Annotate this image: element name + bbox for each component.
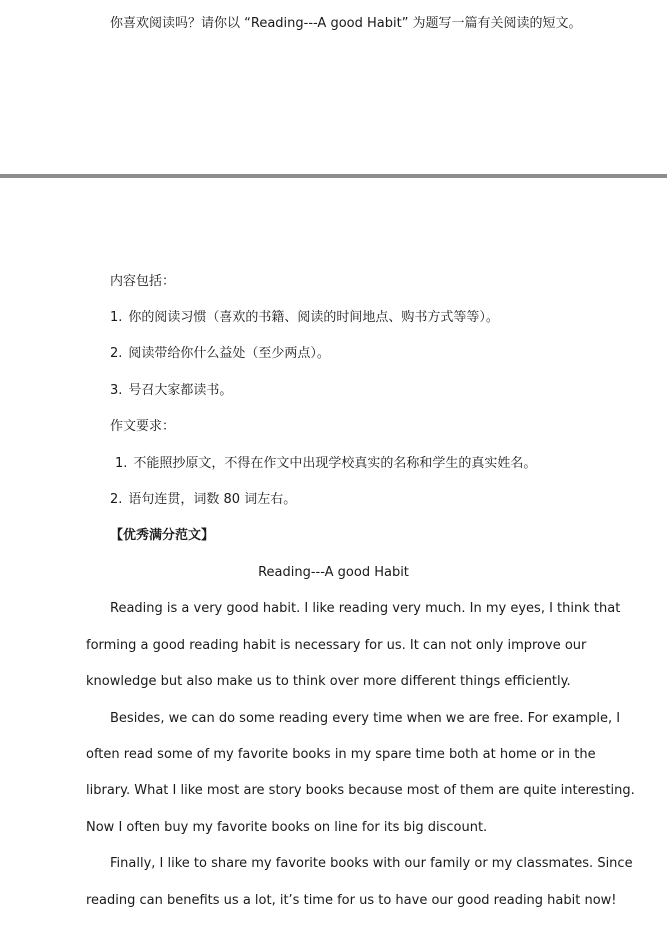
content-item-number: 1. (110, 310, 123, 325)
requirement-item (115, 455, 536, 473)
essay-line: Finally, I like to share my favorite books with our family or my classmates. Since (110, 856, 633, 871)
requirement-item-number: 2. (110, 492, 123, 507)
essay-line: often read some of my favorite books in my spare time both at home or in the (86, 747, 596, 762)
essay-line: Reading is a very good habit. I like reading very much. In my eyes, I think that (110, 601, 621, 616)
essay-line: reading can benefits us a lot, it’s time for us to have our good reading habit now! (86, 893, 617, 908)
essay-prompt: 你喜欢阅读吗？请你以 “Reading---A good Habit” 为题写一篇有关阅读的短文。 (110, 16, 582, 31)
requirements-heading: 作文要求： (110, 419, 176, 434)
essay-line: Now I often buy my favorite books on line for its big discount. (86, 820, 488, 835)
content-item-number: 3. (110, 383, 123, 398)
requirement-item (110, 491, 296, 509)
requirement-item-text: 语句连贯，词数 80 词左右。 (128, 492, 297, 507)
content-heading: 内容包括： (110, 274, 176, 289)
content-item-text: 阅读带给你什么益处（至少两点）。 (128, 346, 330, 361)
essay-line: Besides, we can do some reading every time when we are free. For example, I (110, 711, 621, 726)
content-item-number: 2. (110, 346, 123, 361)
content-item-text: 你的阅读习惯（喜欢的书籍、阅读的时间地点、购书方式等等）。 (128, 310, 499, 325)
essay-line: library. What I like most are story books because most of them are quite interesting. (86, 783, 635, 798)
essay-title: Reading---A good Habit (258, 565, 409, 580)
requirement-item-text: 不能照抄原文，不得在作文中出现学校真实的名称和学生的真实姓名。 (133, 456, 537, 471)
essay-line: forming a good reading habit is necessary for us. It can not only improve our (86, 638, 587, 653)
content-item (110, 345, 330, 363)
requirement-item-number: 1. (115, 456, 128, 471)
content-item (110, 309, 499, 327)
content-item (110, 382, 232, 400)
page-divider (0, 174, 667, 178)
sample-heading: 【优秀满分范文】 (110, 528, 215, 543)
content-item-text: 号召大家都读书。 (128, 383, 233, 398)
essay-line: knowledge but also make us to think over more different things efficiently. (86, 674, 571, 689)
